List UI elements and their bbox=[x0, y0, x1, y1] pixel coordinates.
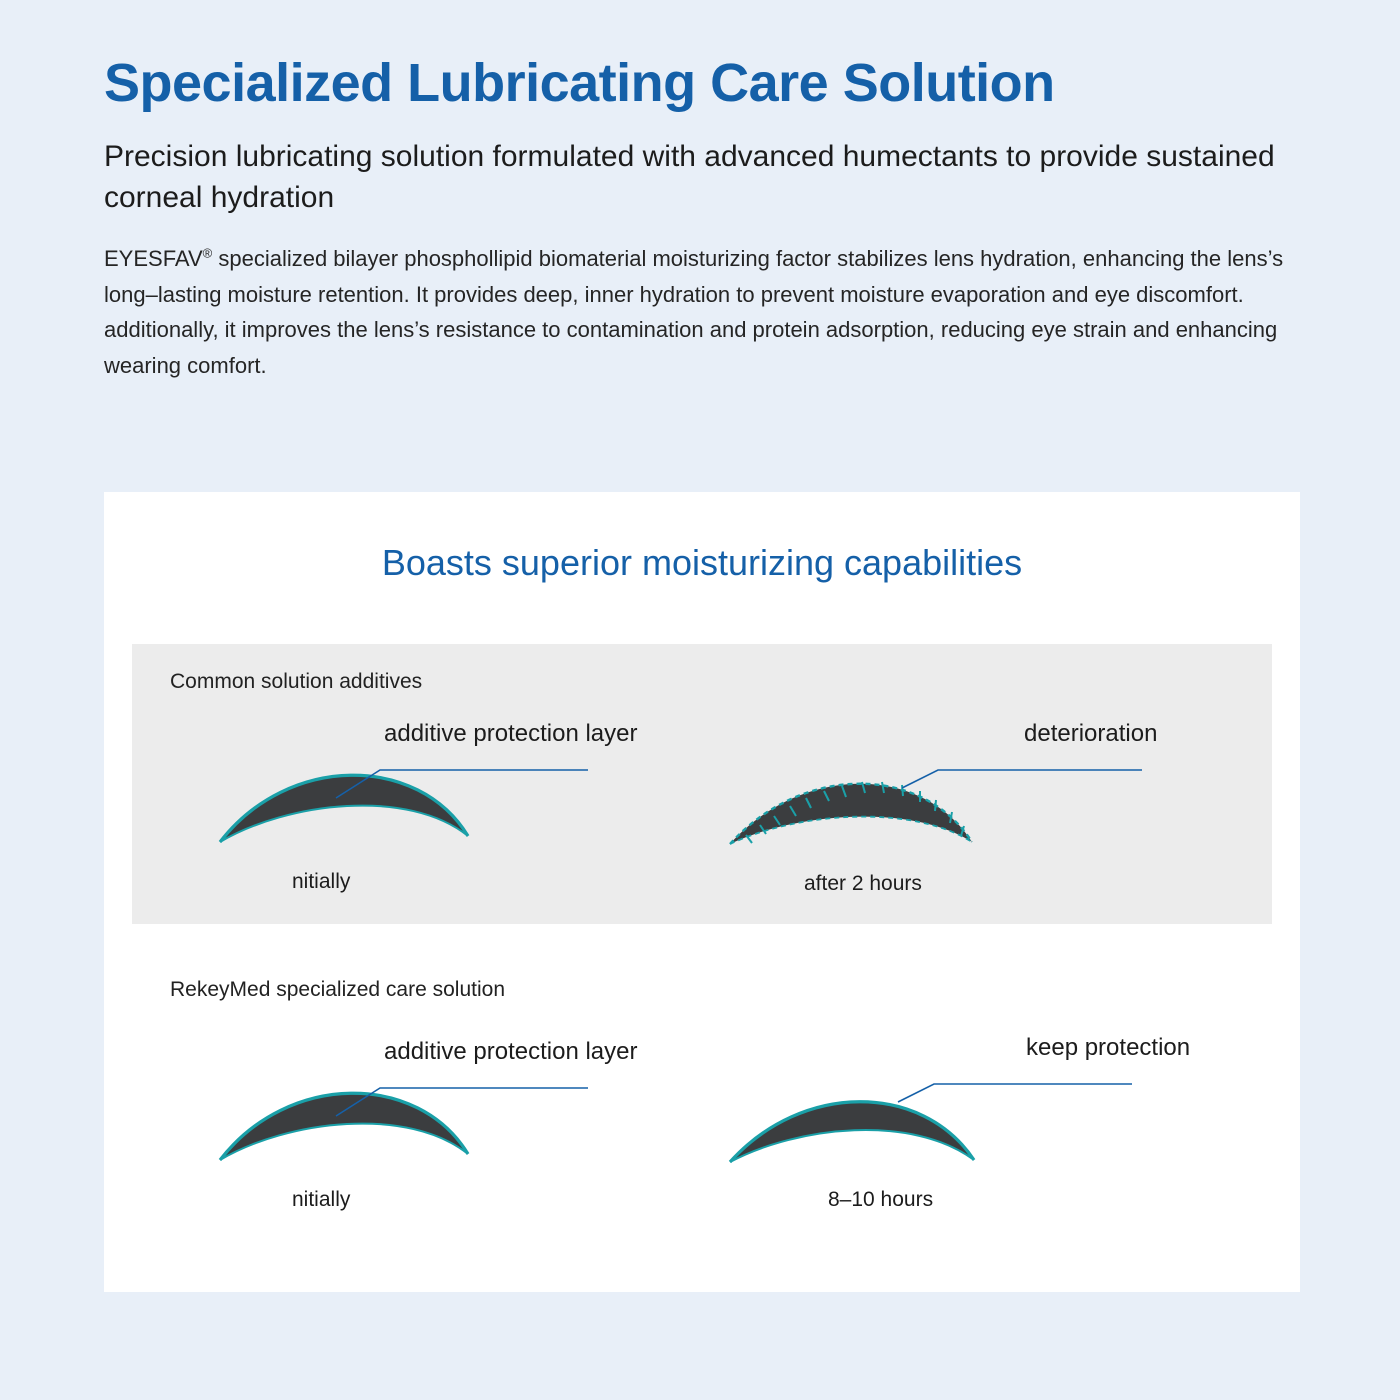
page-title: Specialized Lubricating Care Solution bbox=[104, 53, 1055, 113]
brand-name: EYESFAV bbox=[104, 245, 203, 271]
figure-rekeymed-8-10-hours bbox=[712, 1010, 1232, 1235]
figure-common-initial bbox=[168, 692, 688, 917]
body-paragraph-text: specialized bilayer phosphollipid biomaterial moisturizing factor stabilizes lens hydration, enhancing the lens’s long–lasting moisture retention. It provides deep, inner hydration to prevent moisture evaporation and eye discomfort. additionally, it improves the lens’s resistance to contamination and protein adsorption, reducing eye strain and enhancing wearing comfort. bbox=[104, 245, 1284, 378]
caption-common-initial: nitially bbox=[292, 870, 351, 893]
figure-common-after-2-hours bbox=[712, 692, 1232, 917]
callout-common-initial: additive protection layer bbox=[384, 720, 638, 747]
figure-rekeymed-initial bbox=[168, 1010, 688, 1235]
feature-card bbox=[104, 492, 1300, 1292]
panel-label-common: Common solution additives bbox=[170, 670, 423, 693]
callout-common-degraded: deterioration bbox=[1024, 720, 1158, 747]
caption-rekeymed-keep: 8–10 hours bbox=[828, 1188, 934, 1211]
caption-rekeymed-initial: nitially bbox=[292, 1188, 351, 1211]
caption-common-degraded: after 2 hours bbox=[804, 872, 922, 895]
page-subtitle: Precision lubricating solution formulated with advanced humectants to provide sustained corneal hydration bbox=[104, 140, 1275, 215]
panel-common-additives bbox=[132, 644, 1272, 924]
panel-rekeymed-solution bbox=[132, 952, 1272, 1252]
body-paragraph bbox=[104, 241, 1300, 384]
callout-rekeymed-keep: keep protection bbox=[1026, 1034, 1191, 1061]
card-title: Boasts superior moisturizing capabilities bbox=[381, 542, 1023, 583]
callout-rekeymed-initial: additive protection layer bbox=[384, 1038, 638, 1065]
panel-label-rekeymed: RekeyMed specialized care solution bbox=[170, 978, 506, 1001]
registered-mark-icon: ® bbox=[202, 245, 213, 261]
